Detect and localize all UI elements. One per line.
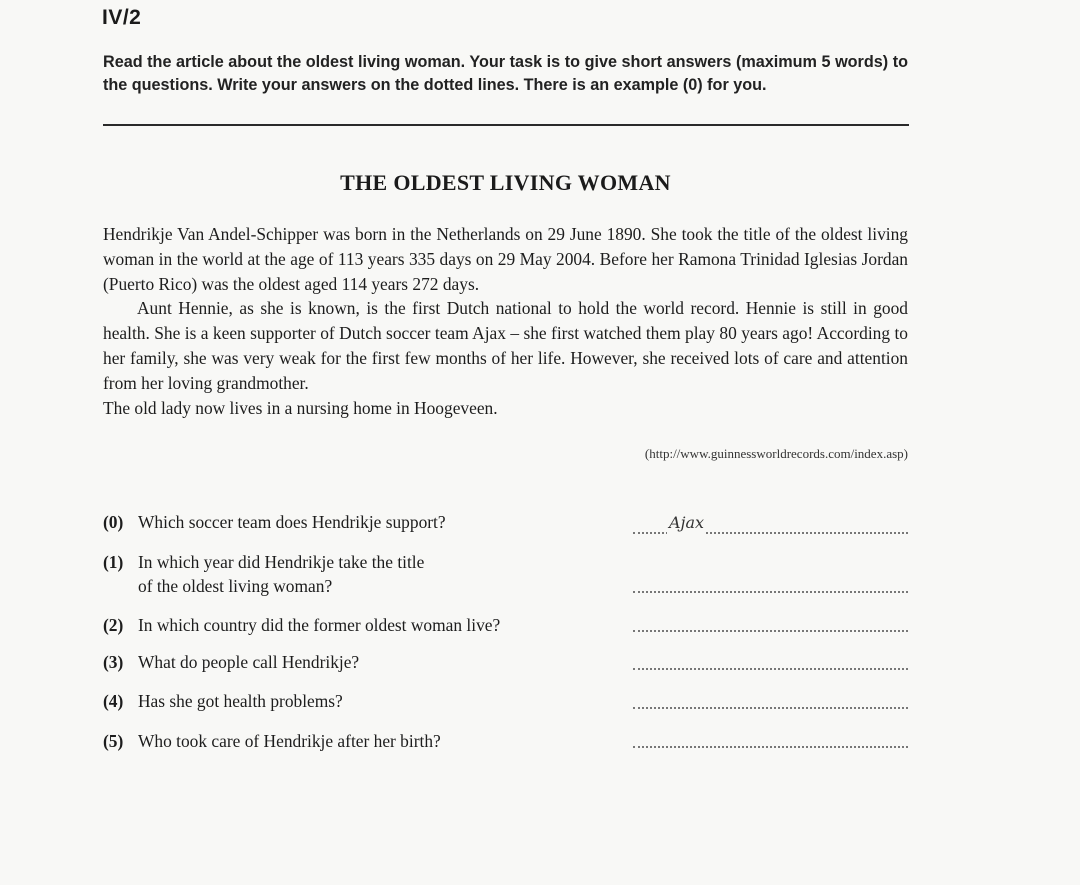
question-text: Has she got health problems?	[138, 691, 343, 711]
question-text: Who took care of Hendrikje after her birth?	[138, 731, 441, 751]
question-text: Which soccer team does Hendrikje support?	[138, 512, 446, 532]
article-paragraph: Aunt Hennie, as she is known, is the first Dutch national to hold the world record. Hennie is still in good health. She is a keen supporter of Dutch soccer team Ajax – she first watched them play 80 years ago! According to her family, she was very weak for the first few months of her life. However, she received lots of care and attention from her loving grandmother.	[103, 298, 908, 393]
answer-line[interactable]	[633, 591, 908, 593]
article-paragraph: The old lady now lives in a nursing home in Hoogeveen.	[103, 397, 498, 418]
article-title: THE OLDEST LIVING WOMAN	[340, 170, 671, 195]
question-number: (1)	[103, 552, 124, 572]
question-number: (5)	[103, 731, 124, 751]
question-number: (0)	[103, 512, 124, 532]
article-paragraph: Hendrikje Van Andel-Schipper was born in the Netherlands on 29 June 1890. She took the title of the oldest living woman in the world at the age of 113 years 335 days on 29 May 2004. Before her Ramona Trinidad Iglesias Jordan (Puerto Rico) was the oldest aged 114 years 272 days.	[103, 224, 908, 294]
answer-line[interactable]	[633, 668, 908, 670]
question-text-line: of the oldest living woman?	[138, 576, 333, 596]
question-text: What do people call Hendrikje?	[138, 652, 360, 672]
task-instructions: Read the article about the oldest living woman. Your task is to give short answers (maximum 5 words) to the questions. Write your answers on the dotted lines. There is an example (0) for you.	[103, 53, 908, 94]
question-text-line: In which year did Hendrikje take the title	[138, 552, 425, 572]
article-source: (http://www.guinnessworldrecords.com/index.asp)	[644, 446, 908, 461]
question-item	[103, 689, 908, 719]
section-code: IV/2	[102, 6, 142, 29]
answer-line[interactable]	[633, 630, 908, 632]
question-text	[138, 550, 618, 598]
question-number: (4)	[103, 691, 124, 711]
example-answer: Ajax	[667, 511, 706, 535]
question-list	[103, 0, 908, 885]
question-text: In which country did the former oldest woman live?	[138, 615, 501, 635]
question-item	[103, 729, 908, 759]
question-item	[103, 550, 908, 602]
question-number: (2)	[103, 615, 124, 635]
answer-line[interactable]	[633, 746, 908, 748]
answer-line[interactable]	[633, 707, 908, 709]
question-item	[103, 650, 908, 680]
question-item	[103, 510, 908, 540]
question-item	[103, 613, 908, 643]
question-number: (3)	[103, 652, 124, 672]
